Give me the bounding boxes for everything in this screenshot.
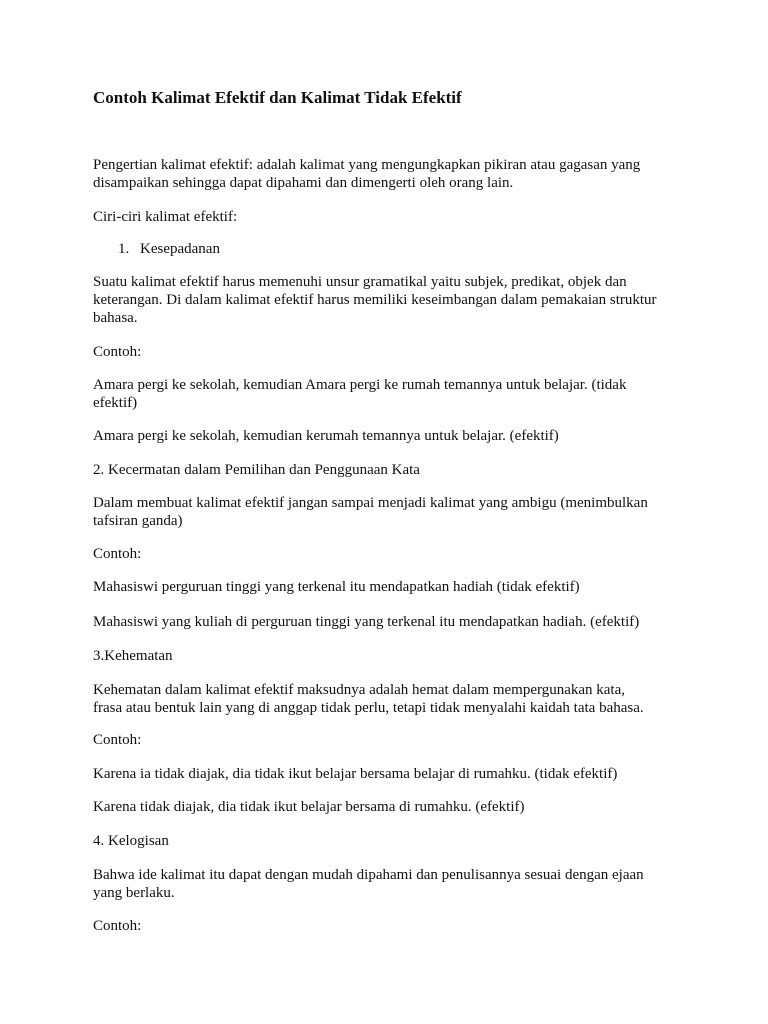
text-line: efektif) bbox=[93, 395, 138, 411]
text-line: Contoh: bbox=[93, 546, 142, 562]
text-line: Pengertian kalimat efektif: adalah kalimat yang mengungkapkan pikiran atau gagasan yang bbox=[93, 157, 641, 173]
text-line: Kehematan dalam kalimat efektif maksudnya adalah hemat dalam mempergunakan kata, bbox=[93, 682, 626, 698]
text-line: Karena tidak diajak, dia tidak ikut belajar bersama di rumahku. (efektif) bbox=[93, 799, 525, 815]
text-line: Ciri-ciri kalimat efektif: bbox=[93, 209, 238, 225]
text-line: disampaikan sehingga dapat dipahami dan dimengerti oleh orang lain. bbox=[93, 175, 514, 191]
text-line: Contoh: bbox=[93, 732, 142, 748]
section-heading-kecermatan bbox=[93, 461, 693, 479]
text-line: 4. Kelogisan bbox=[93, 833, 169, 849]
list-text: Kesepadanan bbox=[140, 241, 220, 257]
text-line: 3.Kehematan bbox=[93, 648, 173, 664]
text-line: Dalam membuat kalimat efektif jangan sampai menjadi kalimat yang ambigu (menimbulkan bbox=[93, 495, 648, 511]
text-line: Suatu kalimat efektif harus memenuhi unsur gramatikal yaitu subjek, predikat, objek dan bbox=[93, 274, 627, 290]
paragraph-kecermatan-desc bbox=[93, 494, 693, 530]
text-line: Bahwa ide kalimat itu dapat dengan mudah dipahami dan penulisannya sesuai dengan ejaan bbox=[93, 867, 644, 883]
paragraph-example-not-effective bbox=[93, 376, 693, 412]
document-title: Contoh Kalimat Efektif dan Kalimat Tidak Efektif bbox=[93, 88, 462, 107]
text-line: 2. Kecermatan dalam Pemilihan dan Penggunaan Kata bbox=[93, 462, 420, 478]
text-line: Mahasiswi perguruan tinggi yang terkenal itu mendapatkan hadiah (tidak efektif) bbox=[93, 579, 580, 595]
text-line: tafsiran ganda) bbox=[93, 513, 183, 529]
paragraph-example-effective bbox=[93, 798, 693, 816]
text-line: Contoh: bbox=[93, 344, 142, 360]
text-line: frasa atau bentuk lain yang di anggap tidak perlu, tetapi tidak menyalahi kaidah tata bahasa. bbox=[93, 700, 644, 716]
paragraph-definition bbox=[93, 156, 693, 192]
text-line: Amara pergi ke sekolah, kemudian Amara pergi ke rumah temannya untuk belajar. (tidak bbox=[93, 377, 627, 393]
paragraph-kesepadanan-desc bbox=[93, 273, 693, 327]
list-number: 1. bbox=[118, 241, 130, 257]
paragraph-example-label bbox=[93, 731, 693, 749]
paragraph-example-effective bbox=[93, 427, 693, 445]
section-heading-kelogisan bbox=[93, 832, 693, 850]
paragraph-example-label bbox=[93, 343, 693, 361]
paragraph-example-not-effective bbox=[93, 578, 693, 596]
text-line: Karena ia tidak diajak, dia tidak ikut belajar bersama belajar di rumahku. (tidak efektif) bbox=[93, 766, 618, 782]
list-item-kesepadanan bbox=[118, 240, 220, 258]
section-heading-kehematan bbox=[93, 647, 693, 665]
text-line: bahasa. bbox=[93, 310, 138, 326]
text-line: Mahasiswi yang kuliah di perguruan tinggi yang terkenal itu mendapatkan hadiah. (efektif) bbox=[93, 614, 640, 630]
text-line: yang berlaku. bbox=[93, 885, 175, 901]
paragraph-example-label bbox=[93, 917, 693, 935]
paragraph-kelogisan-desc bbox=[93, 866, 693, 902]
text-line: Contoh: bbox=[93, 918, 142, 934]
paragraph-kehematan-desc bbox=[93, 681, 693, 717]
text-line: Amara pergi ke sekolah, kemudian kerumah temannya untuk belajar. (efektif) bbox=[93, 428, 559, 444]
paragraph-example-effective bbox=[93, 613, 693, 631]
paragraph-example-label bbox=[93, 545, 693, 563]
paragraph-example-not-effective bbox=[93, 765, 693, 783]
text-line: keterangan. Di dalam kalimat efektif harus memiliki keseimbangan dalam pemakaian struktur bbox=[93, 292, 657, 308]
paragraph-characteristics-heading bbox=[93, 208, 693, 226]
